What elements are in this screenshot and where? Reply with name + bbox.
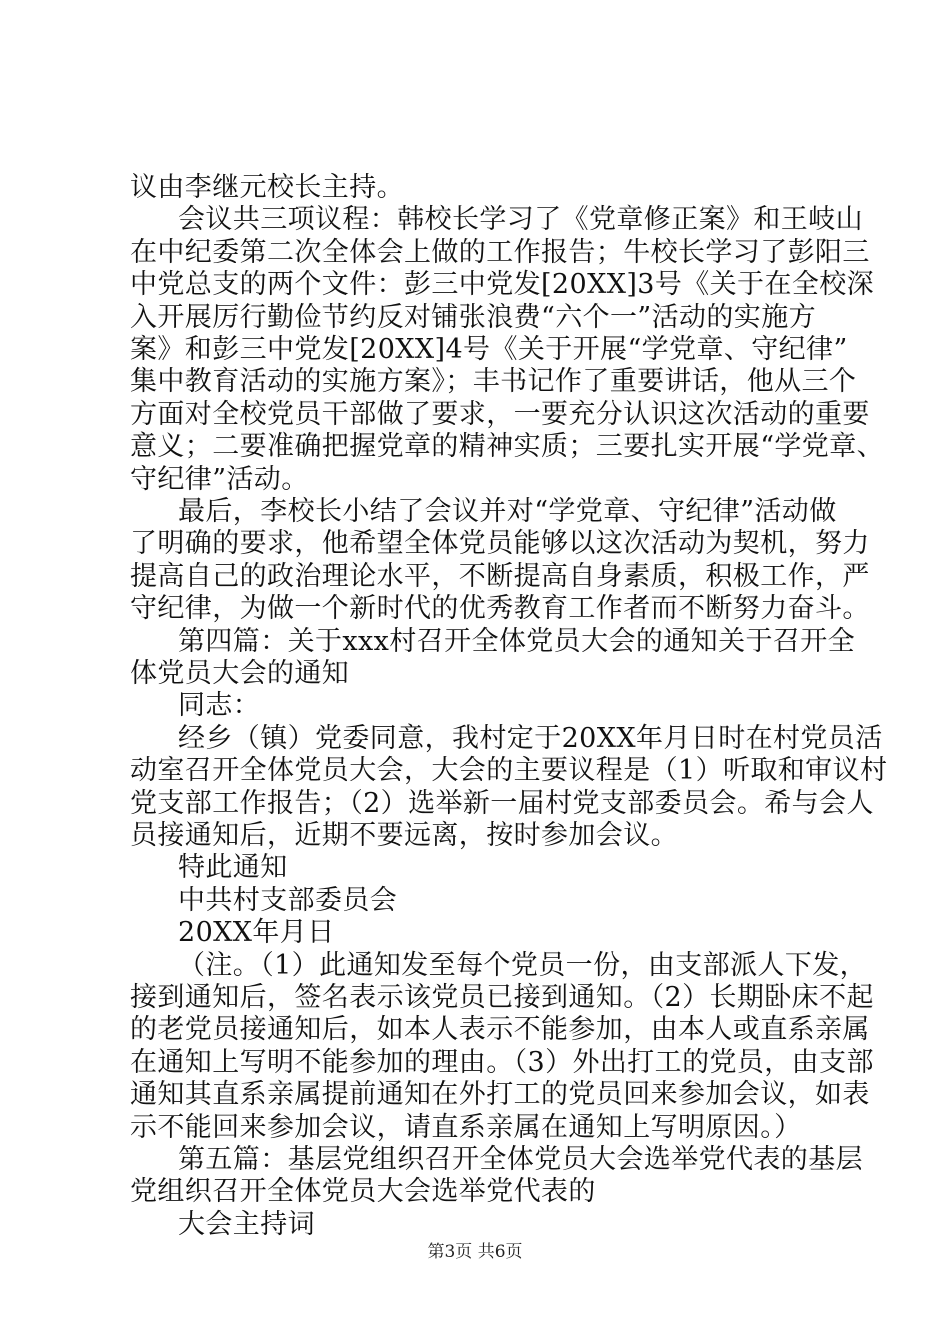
text-line: 方面对全校党员干部做了要求，一要充分认识这次活动的重要 xyxy=(130,398,870,430)
text-line: 提高自己的政治理论水平，不断提高自身素质，积极工作，严 xyxy=(130,560,870,592)
text-line: 体党员大会的通知 xyxy=(130,658,350,689)
text-line: 集中教育活动的实施方案》；丰书记作了重要讲话，他从三个 xyxy=(130,366,857,398)
text-line: 示不能回来参加会议，请直系亲属在通知上写明原因。） xyxy=(130,1111,802,1143)
text-line: 党支部工作报告；（2）选举新一届村党支部委员会。希与会人 xyxy=(130,787,874,819)
text-line: 接到通知后，签名表示该党员已接到通知。（2）长期卧床不起 xyxy=(130,982,874,1013)
text-line: 中党总支的两个文件：彭三中党发[20XX]3号《关于在全校深 xyxy=(130,269,875,301)
text-line: 同志： xyxy=(178,690,261,722)
text-line: 的老党员接通知后，如本人表示不能参加，由本人或直系亲属 xyxy=(130,1014,870,1046)
text-line: 在中纪委第二次全体会上做的工作报告；牛校长学习了彭阳三 xyxy=(130,236,870,268)
text-line: 通知其直系亲属提前通知在外打工的党员回来参加会议，如表 xyxy=(130,1079,870,1111)
text-line: 第五篇：基层党组织召开全体党员大会选举党代表的基层 xyxy=(178,1144,863,1175)
text-line: 守纪律，为做一个新时代的优秀教育工作者而不断努力奋斗。 xyxy=(130,593,870,625)
text-line: 动室召开全体党员大会，大会的主要议程是（1）听取和审议村 xyxy=(130,755,888,787)
text-line: 入开展厉行勤俭节约反对铺张浪费“六个一”活动的实施方 xyxy=(130,301,817,333)
page-footer: 第3页 共6页 xyxy=(427,1242,523,1262)
text-line: 议由李继元校长主持。 xyxy=(130,172,404,203)
text-line: 意义；二要准确把握党章的精神实质；三要扎实开展“学党章、 xyxy=(130,431,885,463)
text-line: 了明确的要求，他希望全体党员能够以这次活动为契机，努力 xyxy=(130,528,870,560)
text-line: （注。（1）此通知发至每个党员一份，由支部派人下发， xyxy=(178,949,868,981)
text-line: 在通知上写明不能参加的理由。（3）外出打工的党员，由支部 xyxy=(130,1046,874,1078)
text-line: 经乡（镇）党委同意，我村定于20XX年月日时在村党员活 xyxy=(178,722,883,754)
text-line: 会议共三项议程：韩校长学习了《党章修正案》和王岐山 xyxy=(178,204,863,236)
text-line: 20XX年月日 xyxy=(178,917,335,949)
text-line: 党组织召开全体党员大会选举党代表的 xyxy=(130,1176,596,1208)
text-line: 中共村支部委员会 xyxy=(178,884,398,916)
text-line: 大会主持词 xyxy=(178,1208,315,1240)
text-line: 特此通知 xyxy=(178,852,288,884)
text-line: 守纪律”活动。 xyxy=(130,463,309,495)
text-line: 案》和彭三中党发[20XX]4号《关于开展“学党章、守纪律” xyxy=(130,334,848,365)
text-line: 第四篇：关于xxx村召开全体党员大会的通知关于召开全 xyxy=(178,625,856,657)
text-line: 员接通知后，近期不要远离，按时参加会议。 xyxy=(130,820,678,851)
text-line: 最后，李校长小结了会议并对“学党章、守纪律”活动做 xyxy=(178,496,837,527)
